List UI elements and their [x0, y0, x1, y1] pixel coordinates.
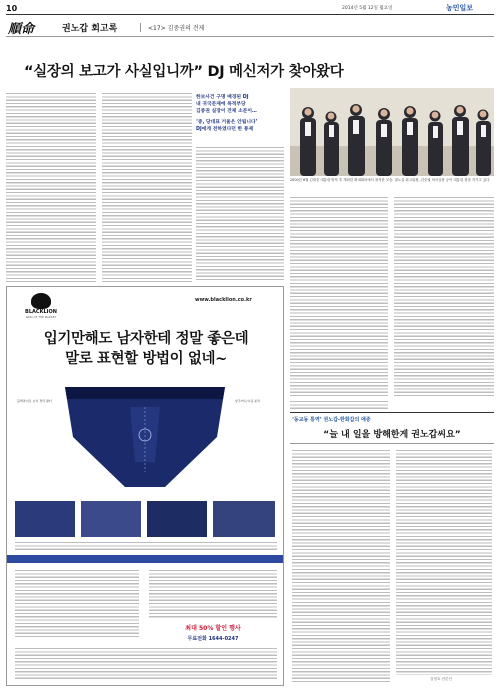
brand-name: BLACKLION — [25, 309, 57, 315]
feature-thumb — [213, 501, 275, 537]
ad-footer-text — [15, 647, 277, 679]
ad-promo: 최대 50% 할인 행사 — [185, 625, 241, 632]
subhead-line: DJ에게 전하였다던 한 통제 — [196, 127, 254, 132]
brand-logo — [19, 293, 63, 319]
article-column-2 — [102, 92, 192, 282]
feature-thumbs — [15, 501, 277, 551]
ad-url[interactable]: www.blacklion.co.kr — [195, 297, 252, 303]
brand-tagline: KING OF THE MARKET — [25, 315, 57, 319]
advertisement — [6, 286, 284, 686]
article-column-1 — [6, 92, 96, 282]
series-divider — [140, 23, 141, 32]
sidebar-quote: “늘 내 일을 방해한게 권노갑씨요” — [323, 430, 461, 440]
ad-phone[interactable]: 무료전화 1644-0247 — [187, 636, 239, 642]
series-subtitle: 권노갑 회고록 — [62, 24, 118, 34]
article-column-3 — [196, 146, 284, 282]
paper-name: 농민일보 — [446, 4, 474, 12]
subhead-block — [196, 94, 284, 133]
ad-feature-band — [7, 555, 284, 563]
series-rule — [6, 36, 494, 37]
page-number: 10 — [6, 4, 18, 13]
article-column-6 — [290, 400, 388, 410]
sidebar-box — [290, 412, 494, 686]
product-image — [45, 377, 245, 495]
ad-text-left — [15, 569, 139, 639]
sidebar-col-1 — [292, 449, 390, 683]
ad-headline-2: 말로 표현할 방법이 없네~ — [65, 351, 227, 367]
headline: “실장의 보고가 사실입니까” DJ 메신저가 찾아왔다 — [24, 64, 344, 80]
subhead-line: 내 귀국문제에 목적부당 — [196, 102, 246, 107]
header-rule — [6, 14, 494, 15]
series-title: 順命 — [8, 22, 35, 37]
sidebar-rule — [290, 443, 494, 444]
subhead-line: 김중권 실장이 견제 소문이… — [196, 109, 257, 114]
feature-thumb — [15, 501, 75, 537]
subhead-line: ‘중, 당대표 거울은 안됩니다’ — [196, 120, 258, 125]
sidebar-label: ‘동교동 통역’ 권노갑-한화갑의 애증 — [292, 417, 371, 423]
subhead-line: 한보사건 구명 배경된 DJ — [196, 95, 249, 100]
ad-text-right — [149, 569, 277, 619]
episode-title: <17> 김중권의 견제 — [148, 25, 205, 32]
article-photo — [290, 88, 494, 176]
ad-headline-1: 입기만해도 남자한테 정말 좋은데 — [43, 331, 249, 347]
article-column-5 — [394, 196, 494, 396]
sidebar-col-2 — [396, 449, 492, 675]
ad-label-right: 앞주머니 다중 분리 — [235, 399, 261, 403]
ad-label-left: 블랙라이온 보석 경락 팬티 — [17, 399, 52, 403]
sidebar-byline: 김영호 언론인 — [430, 677, 452, 681]
publication-date: 2014년 5월 12일 월요일 — [342, 6, 393, 11]
photo-caption: 2000년 6월 김대중 대통령 방북 후 개최한 확대회의에서 참석한 모습. 권노갑 최고위원, 김중권 비서실장 등이 대통령 곁을 지키고 있다. — [290, 178, 491, 182]
lion-icon — [31, 293, 51, 309]
feature-thumb — [81, 501, 141, 537]
feature-thumb — [147, 501, 207, 537]
article-column-4 — [290, 196, 388, 396]
